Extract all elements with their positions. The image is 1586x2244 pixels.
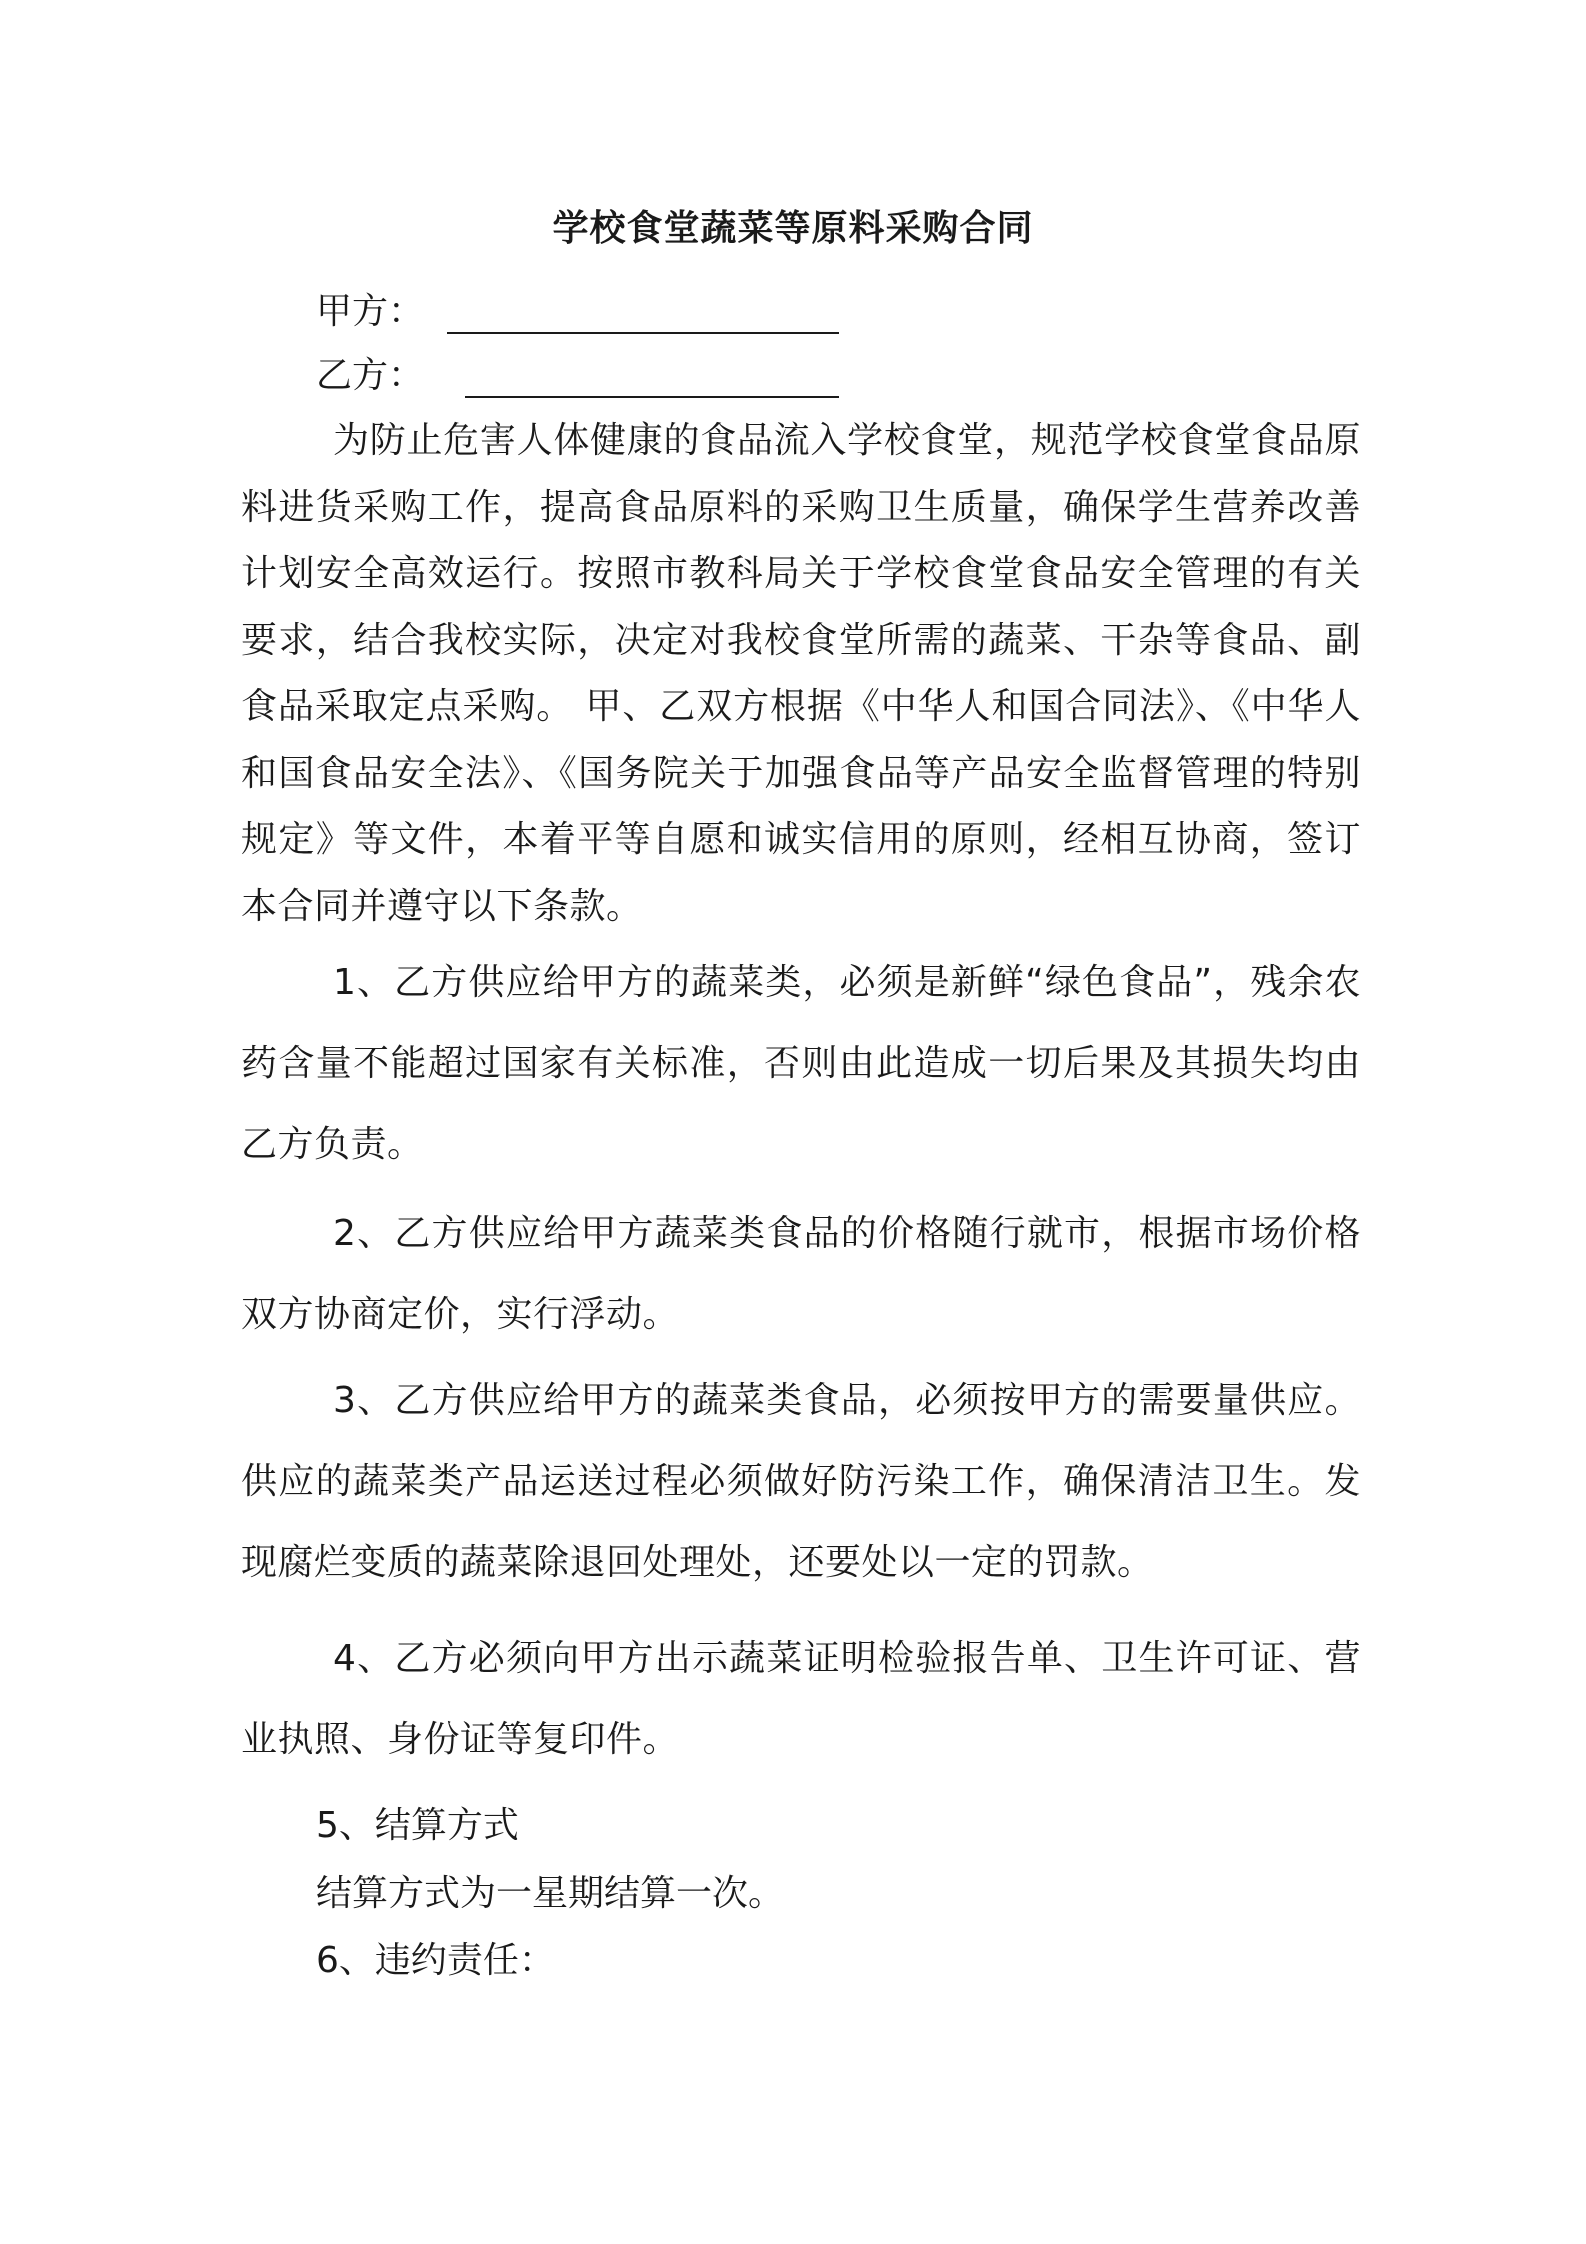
party-a-blank — [447, 284, 839, 334]
clause-4: 4、乙方必须向甲方出示蔬菜证明检验报告单、卫生许可证、营业执照、身份证等复印件。 — [241, 1638, 1361, 1760]
clause-2: 2、乙方供应给甲方蔬菜类食品的价格随行就市，根据市场价格双方协商定价，实行浮动。 — [241, 1213, 1361, 1335]
document-title: 学校食堂蔬菜等原料采购合同 — [552, 208, 1034, 249]
party-a-label: 甲方： — [316, 291, 425, 332]
clause-3: 3、乙方供应给甲方的蔬菜类食品，必须按甲方的需要量供应。供应的蔬菜类产品运送过程必须做好防污染工作，确保清洁卫生。发现腐烂变质的蔬菜除退回处理处，还要处以一定的罚款。 — [241, 1380, 1361, 1583]
party-b-label: 乙方： — [316, 355, 425, 396]
clause-6-heading: 6、违约责任： — [316, 1940, 555, 1981]
party-b-blank — [465, 348, 839, 398]
clause-1: 1、乙方供应给甲方的蔬菜类，必须是新鲜“绿色食品”，残余农药含量不能超过国家有关标准，否则由此造成一切后果及其损失均由乙方负责。 — [241, 962, 1361, 1165]
party-b-line — [316, 346, 839, 406]
clause-5-heading: 5、结算方式 — [316, 1805, 519, 1846]
intro-paragraph: 为防止危害人体健康的食品流入学校食堂，规范学校食堂食品原料进货采购工作，提高食品原料的采购卫生质量，确保学生营养改善计划安全高效运行。按照市教科局关于学校食堂食品安全管理的有关要求，结合我校实际，决定对我校食堂所需的蔬菜、干杂等食品、副食品采取定点采购。 甲、乙双方根据《中华人和国合同法》、《中华人和国食品安全法》、《国务院关于加强食品等产品安全监督管理的特别规定》等文件，本着平等自愿和诚实信用的原则，经相互协商，签订本合同并遵守以下条款。 — [241, 420, 1361, 927]
clause-5-text: 结算方式为一星期结算一次。 — [316, 1873, 785, 1914]
party-a-line — [316, 282, 839, 342]
